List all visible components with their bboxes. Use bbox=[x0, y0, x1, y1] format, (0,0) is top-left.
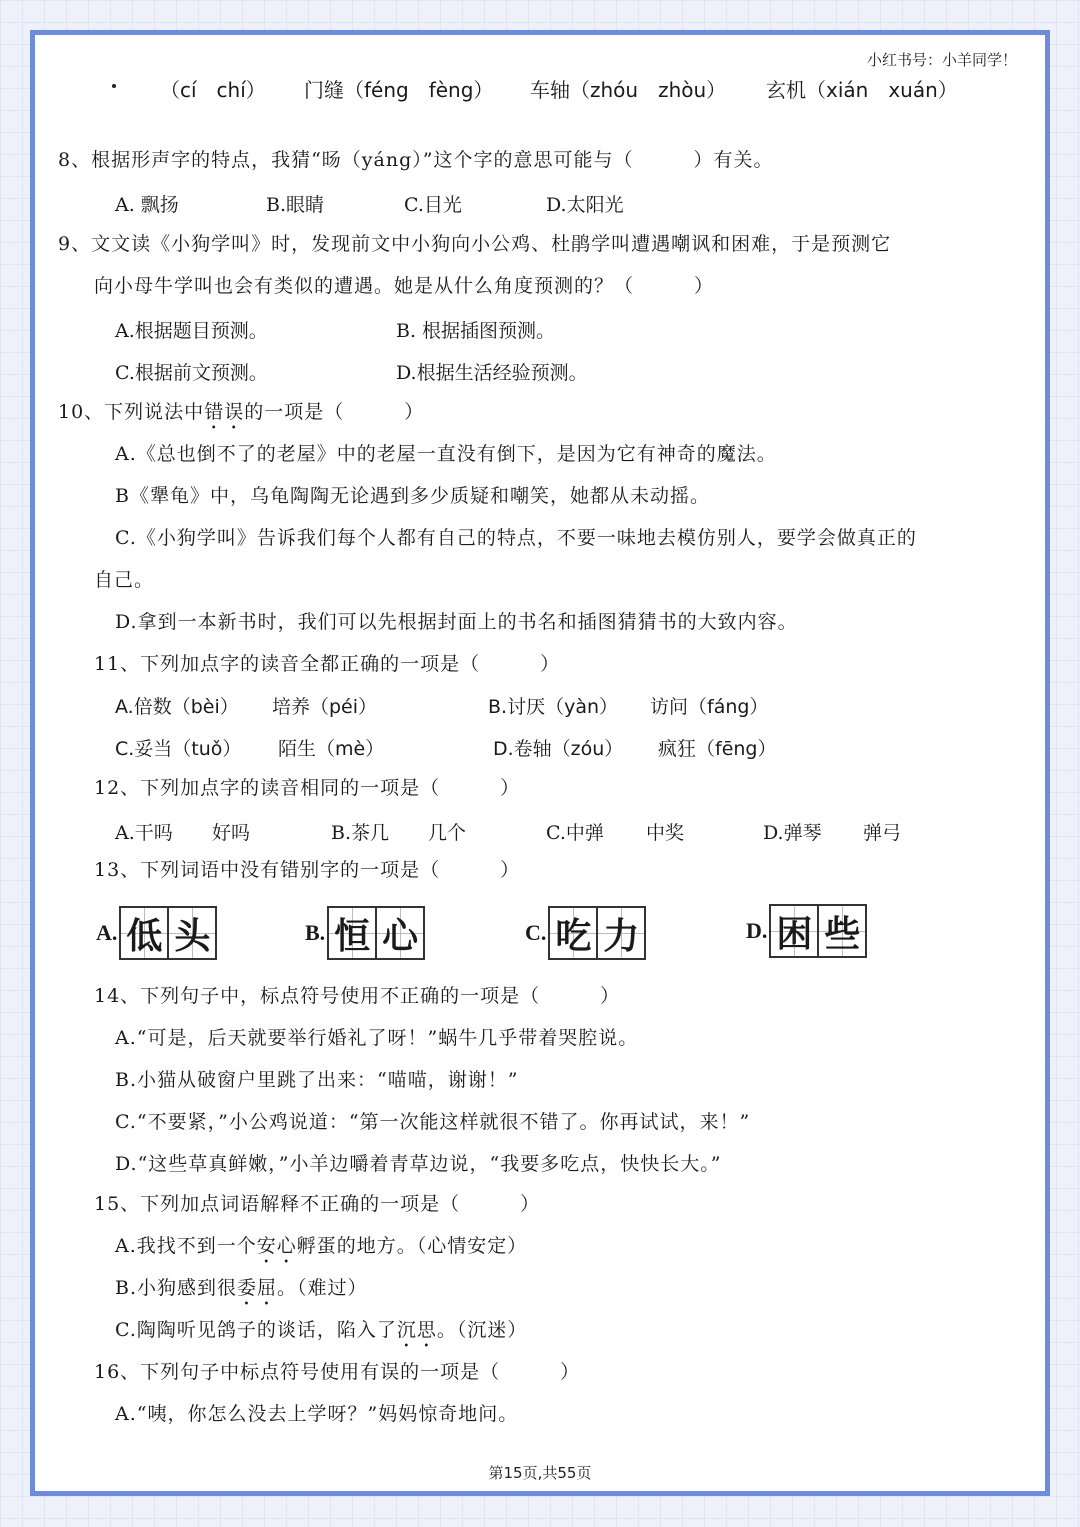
q8-option-d: D.太阳光 bbox=[546, 194, 624, 216]
q13-option-b bbox=[305, 906, 425, 960]
emphasis-text: 沉思 bbox=[396, 1319, 437, 1341]
q12-option-a-2: 好吗 bbox=[212, 822, 251, 844]
pinyin-item-1 bbox=[160, 74, 266, 103]
q13-option-c bbox=[525, 906, 646, 960]
q14-option-d: D.“这些草真鲜嫩，”小羊边嚼着青草边说，“我要多吃点，快快长大。” bbox=[115, 1153, 722, 1175]
option-text: A.我找不到一个 bbox=[115, 1235, 257, 1257]
option-text: C.陶陶听见鸽子的谈话，陷入了 bbox=[115, 1319, 397, 1341]
q14-option-b: B.小猫从破窗户里跳了出来：“喵喵，谢谢！” bbox=[115, 1069, 519, 1091]
word: 车轴 bbox=[530, 78, 570, 102]
question-13: 13、下列词语中没有错别字的一项是（ ） bbox=[94, 859, 521, 881]
char-box: 头 bbox=[168, 906, 217, 960]
q9-option-a: A.根据题目预测。 bbox=[115, 320, 268, 342]
stem-text: 10、下列说法中 bbox=[58, 401, 205, 423]
q8-option-b: B.眼睛 bbox=[266, 194, 325, 216]
q10-option-a: A.《总也倒不了的老屋》中的老屋一直没有倒下，是因为它有神奇的魔法。 bbox=[115, 443, 777, 465]
watermark: 小红书号：小羊同学！ bbox=[866, 51, 1017, 69]
q12-option-b-2: 几个 bbox=[428, 822, 467, 844]
stem-text: 的一项是（ ） bbox=[244, 401, 425, 423]
option-label: B. bbox=[305, 920, 326, 945]
q11-option-b-2: 访问（fáng） bbox=[650, 696, 769, 718]
q13-option-a bbox=[96, 906, 217, 960]
option-text: 。（沉迷） bbox=[436, 1319, 528, 1341]
pinyin: （xián xuán） bbox=[806, 78, 958, 102]
q12-option-b-1: B.茶几 bbox=[331, 822, 390, 844]
char-box: 吃 bbox=[548, 906, 597, 960]
q12-option-d-2: 弹弓 bbox=[863, 822, 902, 844]
question-16: 16、下列句子中标点符号使用有误的一项是（ ） bbox=[94, 1361, 581, 1383]
q11-option-a-2: 培养（péi） bbox=[272, 696, 378, 718]
char-box: 心 bbox=[376, 906, 425, 960]
option-label: D. bbox=[746, 918, 768, 943]
paren: （ bbox=[160, 78, 180, 102]
question-8: 8、根据形声字的特点，我猜“旸（yáng）”这个字的意思可能与（ ）有关。 bbox=[58, 149, 774, 171]
word: 门缝 bbox=[304, 78, 344, 102]
emphasis-dot bbox=[112, 84, 116, 88]
q14-option-a: A.“可是，后天就要举行婚礼了呀！”蜗牛几乎带着哭腔说。 bbox=[115, 1027, 639, 1049]
option-label: C. bbox=[525, 920, 547, 945]
pinyin-item-3 bbox=[530, 74, 726, 103]
pinyin-item-4 bbox=[766, 74, 958, 103]
q15-option-a bbox=[115, 1234, 527, 1268]
question-9-line-2: 向小母牛学叫也会有类似的遭遇。她是从什么角度预测的？（ ） bbox=[94, 275, 715, 297]
pinyin: cí chí bbox=[180, 78, 246, 102]
pinyin: （zhóu zhòu） bbox=[570, 78, 727, 102]
q11-option-a-1: A.倍数（bèi） bbox=[115, 696, 239, 718]
q12-option-c-1: C.中弹 bbox=[546, 822, 604, 844]
q8-option-a: A. 飘扬 bbox=[115, 194, 179, 216]
question-12: 12、下列加点字的读音相同的一项是（ ） bbox=[94, 777, 521, 799]
pinyin-item-2 bbox=[304, 74, 493, 103]
question-15: 15、下列加点词语解释不正确的一项是（ ） bbox=[94, 1193, 541, 1215]
q10-option-b: B《犟龟》中，乌龟陶陶无论遇到多少质疑和嘲笑，她都从未动摇。 bbox=[115, 485, 710, 507]
q11-option-d-1: D.卷轴（zóu） bbox=[493, 738, 624, 760]
q12-option-c-2: 中奖 bbox=[646, 822, 685, 844]
q12-option-a-1: A.干吗 bbox=[115, 822, 173, 844]
emphasis-text: 安心 bbox=[256, 1235, 297, 1257]
q9-option-d: D.根据生活经验预测。 bbox=[396, 362, 588, 384]
q15-option-c bbox=[115, 1318, 527, 1352]
question-10 bbox=[58, 400, 424, 434]
q13-option-d bbox=[746, 904, 867, 958]
option-text: 。（难过） bbox=[277, 1277, 368, 1299]
word: 玄机 bbox=[766, 78, 806, 102]
q9-option-c: C.根据前文预测。 bbox=[115, 362, 268, 384]
paren: ） bbox=[245, 78, 266, 102]
q14-option-c: C.“不要紧，”小公鸡说道：“第一次能这样就很不错了。你再试试，来！” bbox=[115, 1111, 751, 1133]
char-box: 恒 bbox=[327, 906, 376, 960]
q10-option-c-line-2: 自己。 bbox=[94, 569, 155, 591]
question-11: 11、下列加点字的读音全都正确的一项是（ ） bbox=[94, 653, 561, 675]
question-14: 14、下列句子中，标点符号使用不正确的一项是（ ） bbox=[94, 985, 621, 1007]
q12-option-d-1: D.弹琴 bbox=[763, 822, 822, 844]
q8-option-c: C.目光 bbox=[404, 194, 462, 216]
q15-option-b bbox=[115, 1276, 368, 1310]
char-box: 些 bbox=[818, 904, 867, 958]
char-box: 困 bbox=[769, 904, 818, 958]
emphasis-text: 错误 bbox=[204, 401, 245, 423]
q11-option-d-2: 疯狂（fēng） bbox=[658, 738, 777, 760]
option-label: A. bbox=[96, 920, 118, 945]
q10-option-d: D.拿到一本新书时，我们可以先根据封面上的书名和插图猜猜书的大致内容。 bbox=[115, 611, 798, 633]
char-box: 力 bbox=[597, 906, 646, 960]
option-text: B.小狗感到很 bbox=[115, 1277, 238, 1299]
q9-option-b: B. 根据插图预测。 bbox=[396, 320, 556, 342]
option-text: 孵蛋的地方。（心情安定） bbox=[296, 1235, 528, 1257]
q11-option-b-1: B.讨厌（yàn） bbox=[488, 696, 619, 718]
pinyin: （féng fèng） bbox=[344, 78, 494, 102]
q10-option-c-line-1: C.《小狗学叫》告诉我们每个人都有自己的特点，不要一味地去模仿别人，要学会做真正的 bbox=[115, 527, 917, 549]
emphasis-text: 委屈 bbox=[237, 1277, 278, 1299]
q11-option-c-2: 陌生（mè） bbox=[278, 738, 385, 760]
char-box: 低 bbox=[119, 906, 168, 960]
page-number: 第15页,共55页 bbox=[488, 1464, 592, 1482]
q16-option-a: A.“咦，你怎么没去上学呀？”妈妈惊奇地问。 bbox=[115, 1403, 519, 1425]
q11-option-c-1: C.妥当（tuǒ） bbox=[115, 738, 242, 760]
question-9-line-1: 9、文文读《小狗学叫》时，发现前文中小狗向小公鸡、杜鹃学叫遭遇嘲讽和困难，于是预测它 bbox=[58, 233, 892, 255]
